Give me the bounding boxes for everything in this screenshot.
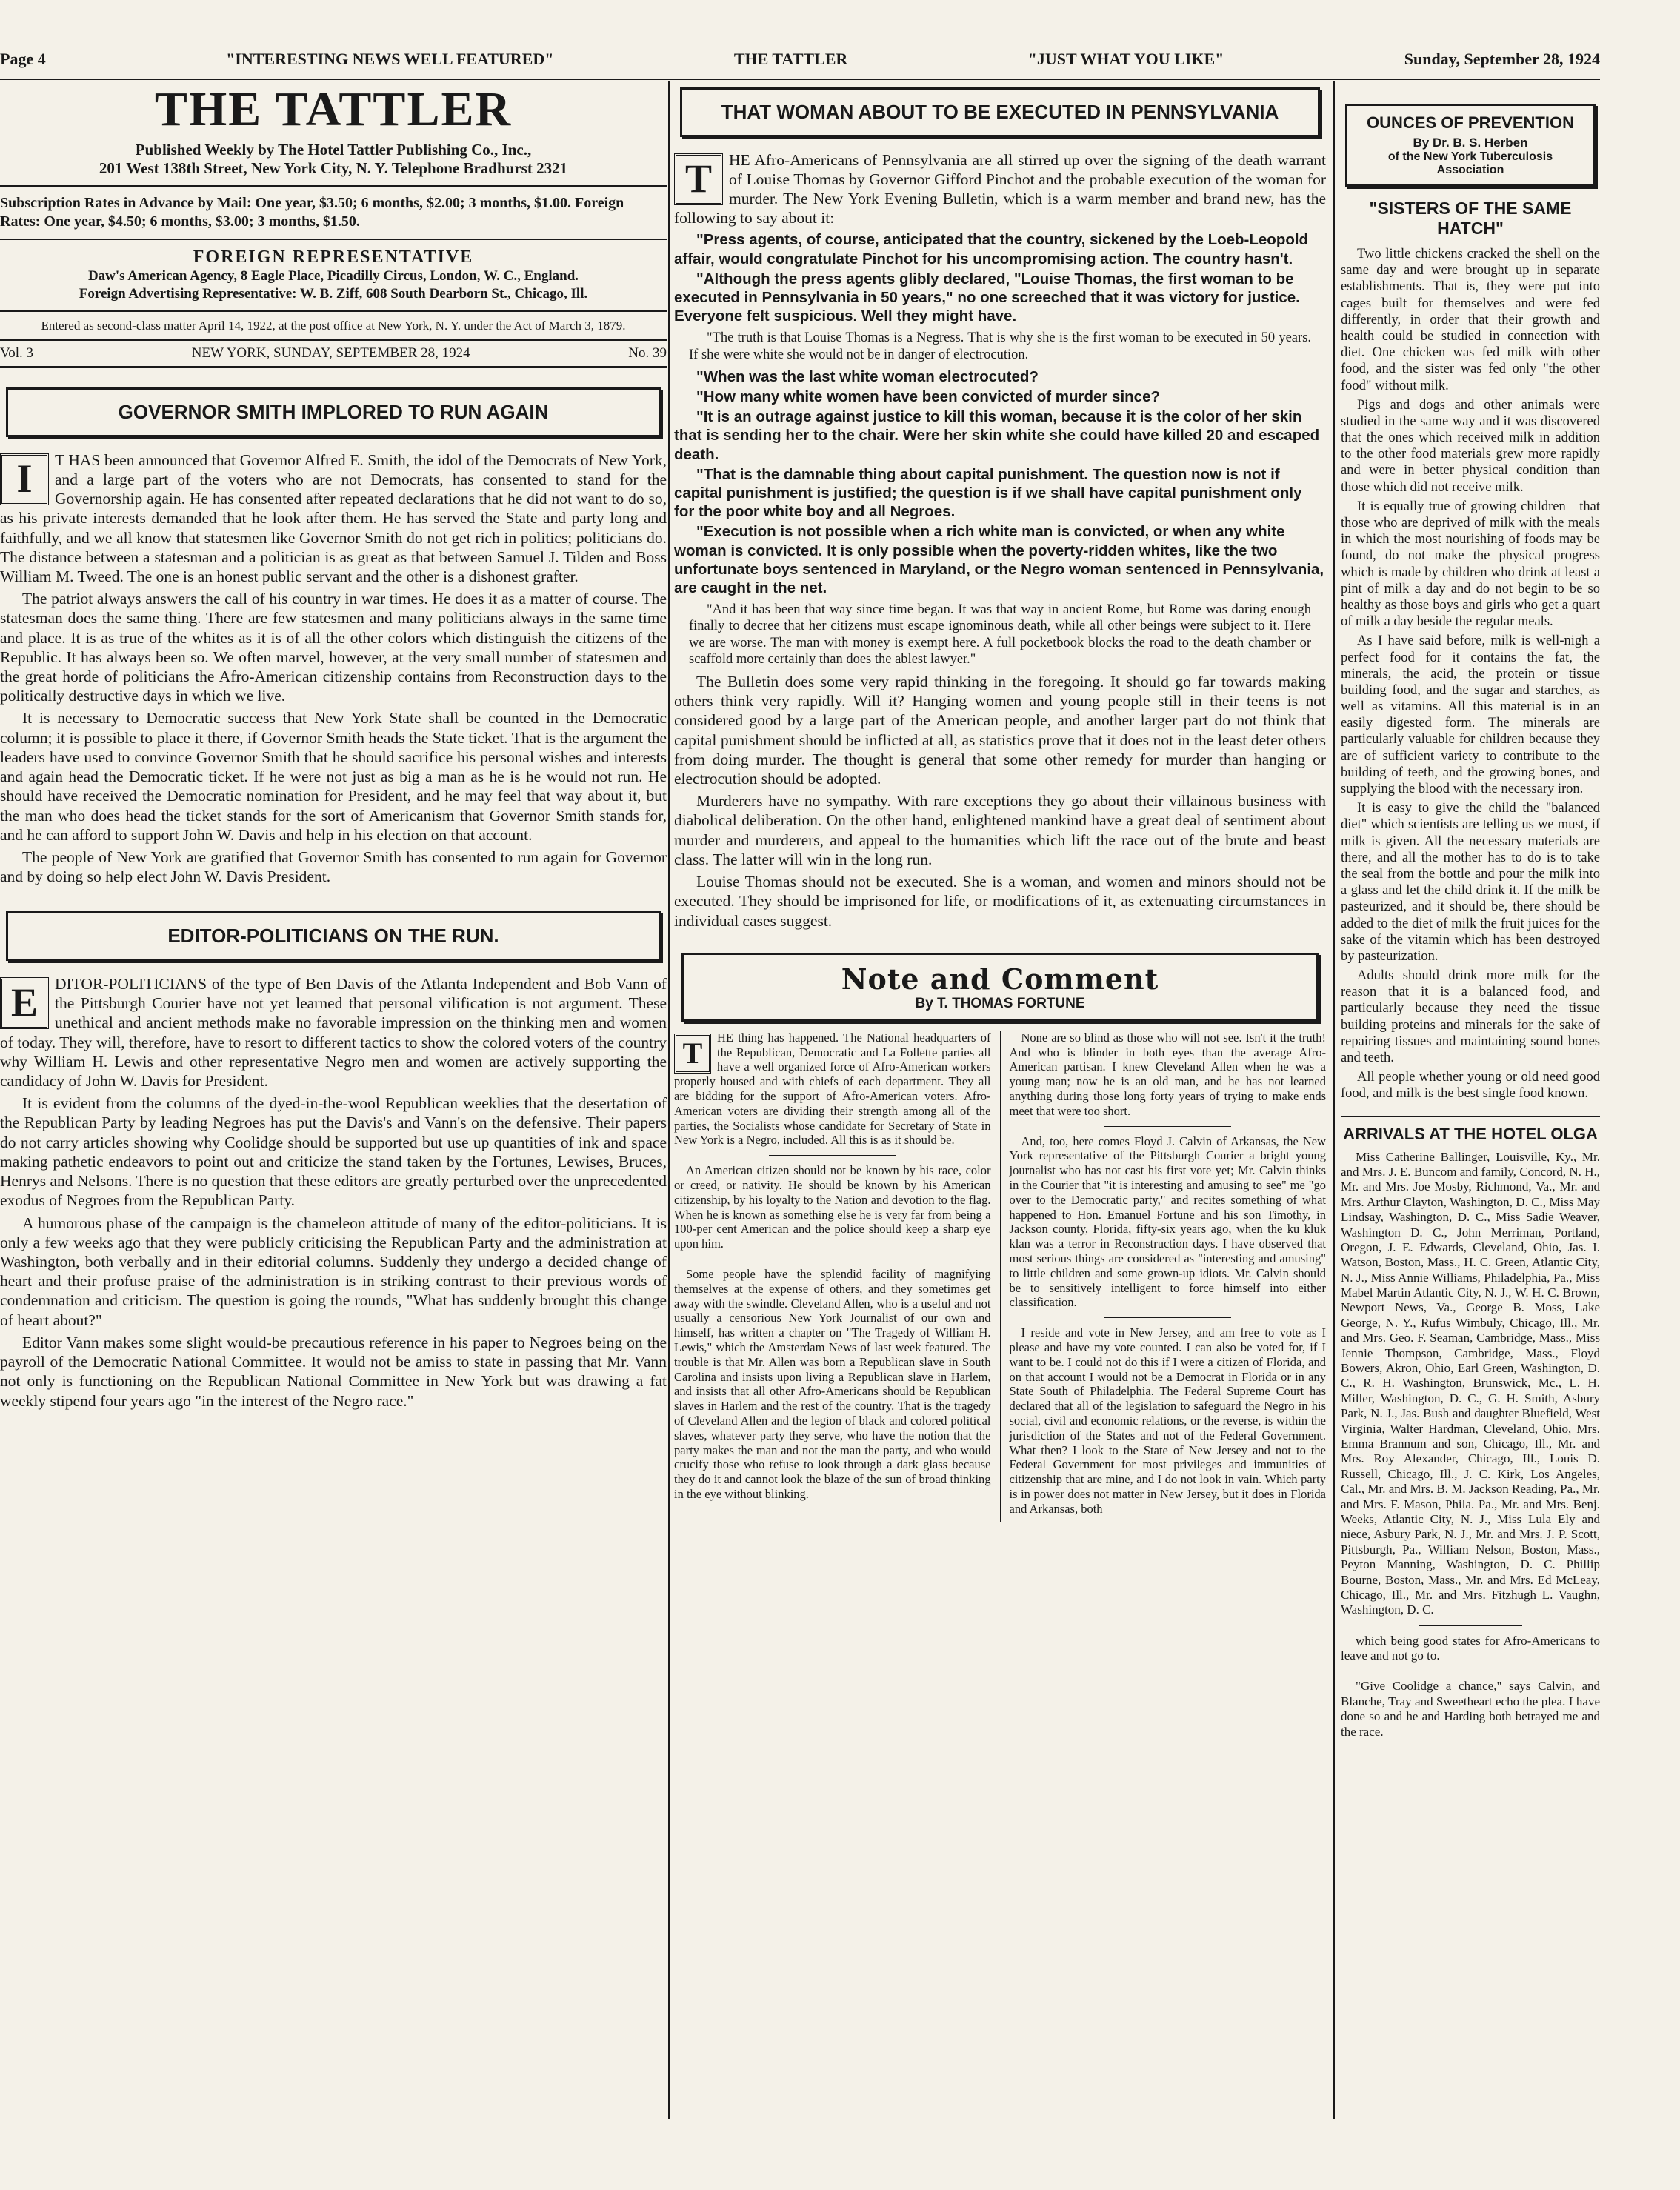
middle-column bbox=[674, 81, 1326, 1522]
note-comment-header bbox=[681, 953, 1319, 1022]
header-date: Sunday, September 28, 1924 bbox=[1404, 50, 1600, 68]
page-header bbox=[0, 44, 1600, 80]
quote-small bbox=[689, 330, 1311, 362]
foreign-rep-chicago: Foreign Advertising Representative: W. B. Ziff, 608 South Dearborn St., Chicago, Ill. bbox=[79, 286, 588, 302]
dropcap-initial: I bbox=[0, 453, 49, 505]
paragraph: Some people have the splendid facility of magnifying themselves at the expense of others, and they sometimes get away with the swindle. Cleveland Allen, who is a useful and not usually a censorious New York Journalist of our own and himself, has written a chapter on "The Tragedy of William H. Lewis," which the Amsterdam News of last week featured. The trouble is that Mr. Allen was born a Republican slave in South Carolina and insists upon living a Republican slave in Harlem, and insists that all other Afro-Americans should be Republican slaves in Harlem and the rest of the country. That is the tragedy of Cleveland Allen and the legion of black and colored political slaves, whatever party they serve, who have the notion that the party makes the man and not the man the party, and who would crucify those who refuse to look through a dark glass because they do it and cannot look the blaze of the sun of broad thinking in the eye without blinking. bbox=[674, 1266, 991, 1501]
quote-paragraph: "Press agents, of course, anticipated that the country, sickened by the Loeb-Leopold affair, would congratulate Pinchot for his uncompromising action. The country hasn't. bbox=[674, 231, 1309, 267]
paragraph: The people of New York are gratified that Governor Smith has consented to run again for Governor and by doing so help elect John W. Davis President. bbox=[0, 848, 667, 886]
quote-paragraph: "And it has been that way since time began. It was that way in ancient Rome, but Rome was daring enough finally to decree that her citizens must escape ignominous death, while all other beings were subject to it. Here we are worse. The man with money is exempt here. A full pocketbook blocks the road to the death chamber or scaffold more certainly than does the ablest lawyer." bbox=[689, 602, 1311, 667]
governor-article bbox=[0, 450, 667, 887]
dropcap-initial: T bbox=[674, 1034, 711, 1074]
paragraph: T HAS been announced that Governor Alfred E. Smith, the idol of the Democrats of New York, and a large part of the voters who are not Democrats, has consented to stand for the Governorship again. He has consented after repeated declarations that he did not want to do so, as his private interests demanded that he look after them. He has served the State and party long and faithfully, and we all know that statesmen like Governor Smith do not get rich in politics; politicians do. The distance between a statesman and a politician is as great as that between Samuel J. Tilden and Boss William M. Tweed. The one is an honest public servant and the other is a dishonest grafter. bbox=[0, 450, 667, 585]
paragraph: And, too, here comes Floyd J. Calvin of Arkansas, the New York representative of the Pittsburgh Courier a bright young journalist who has not cast his first vote yet; Mr. Calvin thinks in the Courier that "it is interesting and amusing to see" me "go over to the Democratic party," and recites something of what happened to Hon. Emanuel Fortune and his son Timothy, in Jackson county, Florida, fifty-six years ago, when the ku kluk klan was a terror in Reconstruction days. I have observed that most serious things are considered as "interesting and amusing" to little children and some grown-up idiots. Mr. Calvin should be to sensitively intelligent to force himself into either classification. bbox=[1009, 1134, 1326, 1310]
paragraph: It is evident from the columns of the dyed-in-the-wool Republican weeklies that the desertation of the Republican Party by leading Negroes has put the Davis's and Vann's on the defensive. Their papers do not carry articles showing why Coolidge should be supported but use up quantities of ink and space making pathetic endeavors to point out and criticize the stand taken by the Fortunes, Lewises, Bruces, Henrys and Nelsons. There is no question that these editors are greatly perturbed over the unprecedented exodus of Negroes from the Republican Party. bbox=[0, 1094, 667, 1210]
masthead bbox=[0, 81, 667, 368]
paragraph: HE Afro-Americans of Pennsylvania are all stirred up over the signing of the death warrant of Louise Thomas by Governor Gifford Pinchot and the probable execution of the woman for murder. The New York Evening Bulletin, which is a warm member and brand new, has the following to say about it: bbox=[674, 150, 1326, 227]
ounces-association: of the New York Tuberculosis Association bbox=[1387, 150, 1553, 176]
issue-date: NEW YORK, SUNDAY, SEPTEMBER 28, 1924 bbox=[191, 345, 470, 362]
arrivals-headline: ARRIVALS AT THE HOTEL OLGA bbox=[1341, 1116, 1600, 1144]
volume-row bbox=[0, 339, 667, 368]
page-number: Page 4 bbox=[0, 50, 46, 68]
ounces-author: By Dr. B. S. Herben bbox=[1413, 136, 1528, 150]
paragraph: I reside and vote in New Jersey, and am free to vote as I please and have my vote counted. I can also be voted for, if I want to be. I could not do this if I were a citizen of Florida, and on that account I would not be a Democrat in Florida or in any State South of Philadelphia. The Federal Supreme Court has declared that all of the legislation to safeguard the Negro in his social, civil and economic relations, or the reverse, is within the jurisdiction of the States and not of the Federal Government. What then? I look to the State of New Jersey and not to the Federal Government for most privileges and immunities of citizenship that are mine, and I do not look in vain. Which party is in power does not matter in New Jersey, but it does in Florida and Arkansas, both bbox=[1009, 1325, 1326, 1516]
slogan-right: "JUST WHAT YOU LIKE" bbox=[1027, 50, 1224, 68]
paragraph: It is easy to give the child the "balanced diet" which scientists are telling us we must, if milk is given. All the necessary materials are there, and all the mother has to do is to take the seal from the bottle and pour the milk into a glass and let the child drink it. If the milk be pasteurized, and it should be, there should be added to the diet of milk the fruit juices for the sake of the vitamin which has been destroyed by pasteurization. bbox=[1341, 801, 1600, 964]
quote-small bbox=[689, 602, 1311, 668]
issue-number: No. 39 bbox=[628, 345, 667, 362]
quote-paragraph: "How many white women have been convicted of murder since? bbox=[696, 387, 1161, 405]
paragraph: The Bulletin does some very rapid thinking in the foregoing. It should go far towards making others think very rapidly. Will it? Hanging women and young people still in their teens is not considered good by a large part of the American people, and another larger part do not think that capital punishment should be inflicted at all, as statistics prove that it does not in the least deter others from doing murder. The thought is general that some other remedy for murder than hanging or electrocution should be adopted. bbox=[674, 672, 1326, 788]
sisters-headline: "SISTERS OF THE SAME HATCH" bbox=[1369, 199, 1572, 238]
paragraph: Adults should drink more milk for the reason that it is a balanced food, and particularly because they need the tissue building proteins and minerals for the sake of repairing tissues and maintaining sound bones and teeth. bbox=[1341, 968, 1600, 1065]
entered-notice: Entered as second-class matter April 14, 1922, at the post office at New York, N. Y. under the Act of March 3, 1879. bbox=[0, 310, 667, 333]
quote-paragraph: "Execution is not possible when a rich white man is convicted, or when any white woman is convicted. It is only possible when the poverty-ridden whites, like the two unfortunate boys sentenced in Maryland, or the Negro woman sentenced in Pennsylvania, are caught in the net. bbox=[674, 523, 1324, 596]
quote-paragraph: "The truth is that Louise Thomas is a Negress. That is why she is the first woman to be executed in 50 years. If she were white she would not be in danger of electrocution. bbox=[689, 330, 1311, 362]
bulletin-quote bbox=[674, 230, 1326, 325]
woman-article-continued bbox=[674, 672, 1326, 931]
paragraph: which being good states for Afro-Americans to leave and not go to. bbox=[1341, 1633, 1600, 1663]
paper-title: THE TATTLER bbox=[154, 82, 513, 136]
editors-headline: EDITOR-POLITICIANS ON THE RUN. bbox=[6, 911, 661, 961]
woman-article bbox=[674, 150, 1326, 228]
paragraph: Louise Thomas should not be executed. She is a woman, and women and minors should not be executed. They should be imprisoned for life, or modifications of it, as extenuating circumstances in individual cases suggest. bbox=[674, 873, 1326, 930]
note-comment-columns bbox=[674, 1031, 1326, 1522]
dropcap-initial: E bbox=[0, 977, 49, 1029]
quote-paragraph: "Although the press agents glibly declared, "Louise Thomas, the first woman to be executed in Pennsylvania in 50 years," no one screeched that it was victory for justice. Everyone felt suspicious. Well they might have. bbox=[674, 270, 1300, 325]
ounces-box bbox=[1345, 104, 1596, 187]
note-comment-byline: By T. THOMAS FORTUNE bbox=[915, 995, 1085, 1011]
quote-paragraph: "It is an outrage against justice to kill this woman, because it is the color of her skin that is sending her to the chair. Were her skin white she could have killed 20 and escaped death. bbox=[674, 408, 1320, 463]
paragraph: Miss Catherine Ballinger, Louisville, Ky., Mr. and Mrs. J. E. Buncom and family, Concord, N. H., Mr. and Mrs. Joe Mosby, Richmond, Va., Mr. and Mrs. Arthur Clayton, Washington, D. C., Miss May Lindsay, Washington, D. C., Miss Sadie Weaver, Washington D. C., John Merriman, Portland, Oregon, J. E. Edwards, Cleveland, Ohio, Jas. I. Watson, Boston, Mass., H. C. Green, Atlantic City, N. J., Miss Annie Williams, Philadelphia, Pa., Miss Mabel Martin Atlantic City, N. J., W. H. C. Brown, Newport News, Va., George B. Moss, Lake George, N. Y., Rufus Wimbuly, Chicago, Ill., Mr. and Mrs. Geo. F. Seaman, Cambridge, Mass., Miss Jennie Thompson, Cambridge, Mass., Floyd Bowers, Akron, Ohio, Earl Green, Washington, D. C., R. H. Washington, Brunswick, Mc., L. H. Miller, Washington, D. C., G. H. Smith, Asbury Park, N. J., Jas. Bush and daughter Bluefield, West Virginia, Walter Hardman, Cleveland, Ohio, Mrs. Emma Brannum and son, Chicago, Ill., Mr. and Mrs. Roy Alexander, Chicago, Ill., Louis D. Russell, Chicago, Ill., J. C. Kirk, Los Angeles, Cal., Mr. and Mrs. B. M. Jackson Reading, Pa., Mr. and Mrs. F. Mason, Phila. Pa., Mr. and Mrs. Benj. Weeks, Atlantic City, N. J., Miss Lula Ely and niece, Asbury Park, N. J., Mr. and Mrs. J. P. Scott, Pittsburgh, Pa., William Nelson, Boston, Mass., Peyton Manning, Washington, D. C. Phillip Bourne, Boston, Mass., Mr. and Mrs. Ed McLeay, Chicago, Ill., Mr. and Mrs. Fitzhugh L. Vaughn, Washington, D. C. bbox=[1341, 1149, 1600, 1617]
paragraph: Murderers have no sympathy. With rare exceptions they go about their villainous business with diabolical deliberation. On the other hand, enlightened mankind have a great deal of sentiment about murder and murderers, and appeal to the humanities which lift the race out of the brute and beast class. The latter will win in the long run. bbox=[674, 792, 1326, 868]
editors-article bbox=[0, 974, 667, 1411]
divider bbox=[1104, 1317, 1231, 1318]
bulletin-quote bbox=[674, 367, 1326, 597]
column-rule bbox=[1333, 81, 1335, 2119]
subscription-rates: Subscription Rates in Advance by Mail: One year, $3.50; 6 months, $2.00; 3 months, $1.00. Foreign Rates: One year, $4.50; 6 months, $3.00; 3 months, $1.50. bbox=[0, 185, 667, 240]
paragraph: An American citizen should not be known by his race, color or creed, or nativity. He should be known by his American citizenship, by his loyalty to the Nation and devotion to the flag. When he is known as something else he is very far from being a 100-per cent American and the police should keep a sharp eye upon him. bbox=[674, 1163, 991, 1251]
governor-headline: GOVERNOR SMITH IMPLORED TO RUN AGAIN bbox=[6, 387, 661, 437]
slogan-left: "INTERESTING NEWS WELL FEATURED" bbox=[226, 50, 554, 68]
volume: Vol. 3 bbox=[0, 345, 34, 362]
ounces-title: OUNCES OF PREVENTION bbox=[1367, 113, 1574, 132]
left-column bbox=[0, 81, 667, 1414]
paragraph: As I have said before, milk is well-nigh a perfect food for it contains the fat, the minerals, the acid, the protein or tissue building food, and the sugar and starches, as well as vitamins. All this material is in an easily digested form. The minerals are particularly valuable for children because they are of sufficient variety to contribute to the building of teeth, and the growing bones, and supplying the blood with the necessary iron. bbox=[1341, 633, 1600, 796]
paragraph: It is necessary to Democratic success that New York State shall be counted in the Democratic column; it is possible to place it there, if Governor Smith heads the State ticket. That is the argument the leaders have used to convince Governor Smith that he should sacrifice his personal wishes and interests and again head the Democratic ticket. If he were not just as big a man as he is he would not run. He should have received the Democratic nomination for President, and he may feel that way about it, but the man who does head the ticket stands for the sort of Americanism that Governor Smith stands for, and he can afford to support John W. Davis and help in his election on that account. bbox=[0, 709, 667, 844]
note-column-right bbox=[1010, 1031, 1327, 1522]
column-rule bbox=[1000, 1031, 1001, 1522]
publisher-line: Published Weekly by The Hotel Tattler Publishing Co., Inc., bbox=[135, 141, 532, 159]
dropcap-initial: T bbox=[674, 153, 723, 205]
paragraph: Two little chickens cracked the shell on the same day and were brought up in separate establishments. That is, they were put into cages built for themselves and were fed differently, in order that their growth and health could be studied in connection with diet. One chicken was fed milk with other food, and the sister was fed only "the other food" without milk. bbox=[1341, 247, 1600, 393]
divider bbox=[1419, 1625, 1522, 1626]
right-column bbox=[1341, 81, 1600, 1745]
note-comment-title: Note and Comment bbox=[841, 962, 1159, 996]
foreign-rep-heading: FOREIGN REPRESENTATIVE bbox=[193, 247, 474, 267]
paragraph: None are so blind as those who will not see. Isn't it the truth! And who is blinder in both eyes than the average Afro-American partisan. I knew Cleveland Allen when he was a young man; now he is an old man, and he has not learned anything during those long forty years of trying to make ends meet that were too short. bbox=[1009, 1030, 1326, 1118]
sisters-article bbox=[1341, 246, 1600, 1102]
quote-paragraph: "That is the damnable thing about capital punishment. The question now is not if capital punishment is justified; the question is if we shall have capital punishment only for the poor white boy and all Negroes. bbox=[674, 465, 1302, 521]
paragraph: All people whether young or old need good food, and milk is the best single food known. bbox=[1341, 1070, 1600, 1102]
arrivals-list bbox=[1341, 1150, 1600, 1740]
foreign-rep-london: Daw's American Agency, 8 Eagle Place, Picadilly Circus, London, W. C., England. bbox=[87, 268, 579, 284]
note-column-left bbox=[674, 1031, 991, 1522]
paragraph: HE thing has happened. The National headquarters of the Republican, Democratic and La Follette parties all have a well organized force of Afro-American workers properly housed and with chiefs of each department. They all are bidding for the support of Afro-American voters. Afro-American voters are dividing their strength among all of the parties, the Socialists whose candidate for Secretary of State in New York is a Negro, included. All this is as it should be. bbox=[674, 1030, 991, 1148]
column-rule bbox=[668, 81, 670, 2119]
paragraph: Editor Vann makes some slight would-be precautious reference in his paper to Negroes being on the payroll of the Democratic National Committee. It would not be amiss to state in passing that Mr. Vann not only is functioning on the Republican National Committee in New York but was drawing a fat weekly stipend four years ago "in the interest of the Negro race." bbox=[0, 1333, 667, 1410]
paragraph: DITOR-POLITICIANS of the type of Ben Davis of the Atlanta Independent and Bob Vann of the Pittsburgh Courier have not yet learned that personal vilification is not argument. These unethical and ancient methods make no favorable impression on the thinking men and women of today. They will, therefore, have to resort to different tactics to show the colored voters of the country why William H. Lewis and other representative Negro men and women are actively supporting the candidacy of John W. Davis for President. bbox=[0, 974, 667, 1091]
paragraph: It is equally true of growing children—that those who are deprived of milk with the meals in which the most nourishing of foods may be found, do not make the physical progress which is made by children who drink at least a pint of milk a day and do not begin to be so healthy as those boys and girls who get a quart of milk a day beside the regular meals. bbox=[1341, 499, 1600, 630]
paragraph: Pigs and dogs and other animals were studied in the same way and it was discovered that the ones which received milk in addition to the other food materials grew more rapidly and were in better physical condition than those which did not receive milk. bbox=[1341, 397, 1600, 495]
paragraph: A humorous phase of the campaign is the chameleon attitude of many of the editor-politicians. It is only a few weeks ago that they were publicly criticising the Republican Party and the administration at Washington, both verbally and in their editorial columns. Suddenly they undergo a decided change of heart and their profuse praise of the administration is in striking contrast to their previous words of condemnation and criticism. The question is going the rounds, "What has suddenly brought this change of heart about?" bbox=[0, 1214, 667, 1329]
publisher-address: 201 West 138th Street, New York City, N. Y. Telephone Bradhurst 2321 bbox=[99, 159, 568, 178]
woman-headline: THAT WOMAN ABOUT TO BE EXECUTED IN PENNSYLVANIA bbox=[680, 87, 1320, 137]
paragraph: The patriot always answers the call of his country in war times. He does it as a matter of course. The statesman does the same thing. There are few statesmen and many politicians always in the same time and place. It is as true of the whites as it is of all the other colors which distinguish the citizens of the Republic. It has always been so. We often marvel, however, at the very small number of statesmen and the great horde of politicians the Afro-American citizenship contains from Reconstruction days to the politically destructive days in which we live. bbox=[0, 590, 667, 705]
divider bbox=[1104, 1126, 1231, 1127]
header-paper-name: THE TATTLER bbox=[733, 50, 848, 68]
paragraph: "Give Coolidge a chance," says Calvin, and Blanche, Tray and Sweetheart echo the plea. I have done so and he and Harding both betrayed me and the race. bbox=[1341, 1679, 1600, 1739]
quote-paragraph: "When was the last white woman electrocuted? bbox=[696, 367, 1039, 385]
divider bbox=[769, 1155, 896, 1156]
